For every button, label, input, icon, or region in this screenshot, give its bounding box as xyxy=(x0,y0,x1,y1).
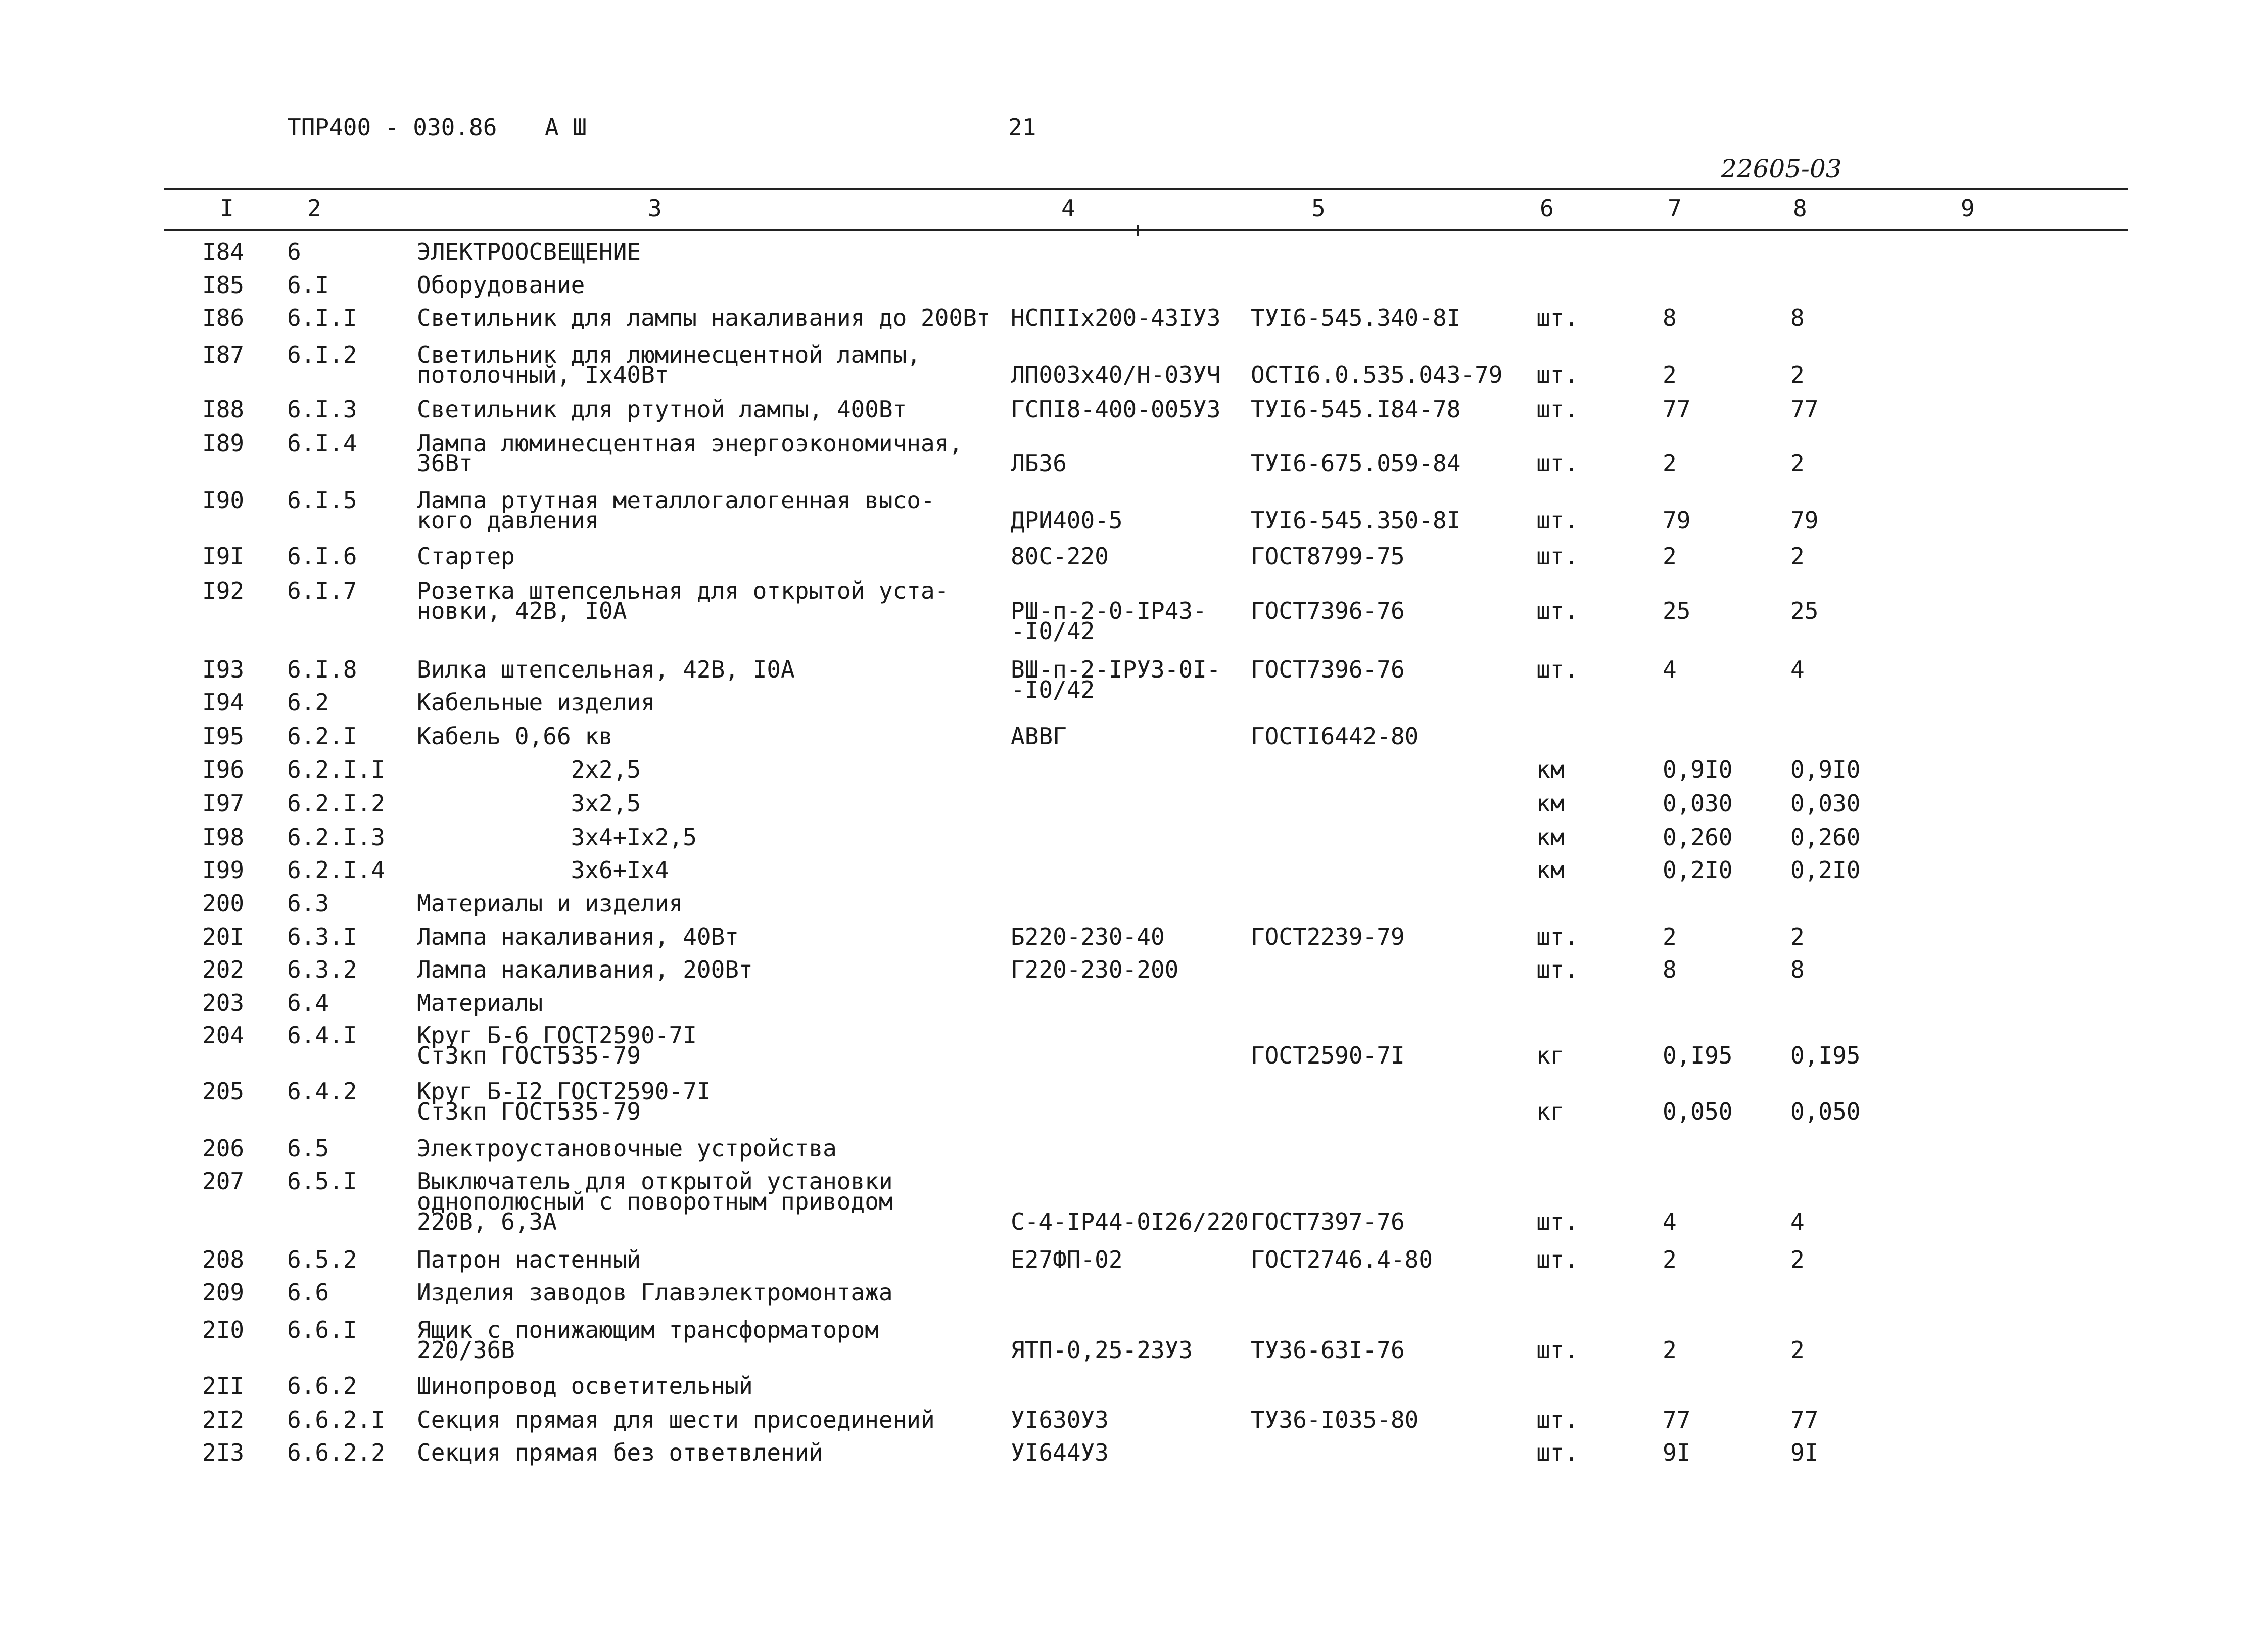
cell-no: I96 xyxy=(202,756,245,783)
cell-name: Изделия заводов Главэлектромонтажа xyxy=(417,1279,893,1306)
cell-name: 2х2,5 xyxy=(417,756,641,783)
column-header-3: 3 xyxy=(648,195,662,222)
cell-type: НСПIIх200-43IУЗ xyxy=(1011,304,1221,331)
cell-q8: 79 xyxy=(1790,507,1819,534)
cell-q8: 0,9I0 xyxy=(1790,756,1861,783)
cell-q8: 2 xyxy=(1790,1246,1805,1273)
cell-q8: 0,050 xyxy=(1790,1098,1861,1125)
column-header-9: 9 xyxy=(1961,195,1975,222)
cell-name: 3х6+Iх4 xyxy=(417,856,669,884)
album-label: А Ш xyxy=(545,114,587,141)
cell-code: 6.6.2.2 xyxy=(287,1439,385,1466)
cell-name: Секция прямая для шести присоединений xyxy=(417,1406,935,1433)
cell-unit: шт. xyxy=(1536,597,1579,624)
column-header-2: 2 xyxy=(307,195,321,222)
page-number: 21 xyxy=(1008,114,1036,141)
cell-unit: шт. xyxy=(1536,956,1579,983)
cell-name: Розетка штепсельная для открытой уста- новки, 42В, I0А xyxy=(417,577,949,624)
cell-type: ДРИ400-5 xyxy=(1011,507,1123,534)
cell-q8: 2 xyxy=(1790,923,1805,950)
cell-name: Оборудование xyxy=(417,271,585,299)
cell-no: I95 xyxy=(202,722,245,750)
cell-doc: ГОСТ2746.4-80 xyxy=(1251,1246,1433,1273)
cell-no: I9I xyxy=(202,543,245,570)
cell-q7: 8 xyxy=(1663,956,1677,983)
cell-q8: 0,I95 xyxy=(1790,1042,1861,1069)
cell-unit: шт. xyxy=(1536,543,1579,570)
cell-q8: 0,260 xyxy=(1790,824,1861,851)
cell-type: Г220-230-200 xyxy=(1011,956,1179,983)
cell-code: 6 xyxy=(287,238,301,265)
cell-q8: 77 xyxy=(1790,1406,1819,1433)
cell-q8: 2 xyxy=(1790,361,1805,389)
cell-type: АВВГ xyxy=(1011,722,1067,750)
cell-code: 6.4.2 xyxy=(287,1078,357,1105)
cell-q7: 0,9I0 xyxy=(1663,756,1733,783)
cell-q8: 8 xyxy=(1790,304,1805,331)
cell-code: 6.I.4 xyxy=(287,429,357,457)
cell-q7: 0,I95 xyxy=(1663,1042,1733,1069)
cell-type: УI630УЗ xyxy=(1011,1406,1109,1433)
cell-doc: ГОСТ2239-79 xyxy=(1251,923,1405,950)
cell-q7: 4 xyxy=(1663,1208,1677,1235)
cell-unit: шт. xyxy=(1536,923,1579,950)
cell-type: ЛБ36 xyxy=(1011,450,1067,477)
cell-no: 208 xyxy=(202,1246,245,1273)
cell-name: Секция прямая без ответвлений xyxy=(417,1439,823,1466)
cell-name: Лампа люминесцентная энергоэкономичная, 36Вт xyxy=(417,429,963,477)
cell-unit: шт. xyxy=(1536,1406,1579,1433)
cell-type: РШ-п-2-0-IР43- -I0/42 xyxy=(1011,597,1207,645)
cell-name: Электроустановочные устройства xyxy=(417,1135,837,1162)
column-header-7: 7 xyxy=(1668,195,1682,222)
cell-no: I88 xyxy=(202,396,245,423)
cell-code: 6.2.I.4 xyxy=(287,856,385,884)
cell-q7: 79 xyxy=(1663,507,1691,534)
cell-unit: шт. xyxy=(1536,361,1579,389)
cell-q7: 77 xyxy=(1663,396,1691,423)
cell-type: С-4-IР44-0I26/220 xyxy=(1011,1208,1249,1235)
cell-name: Стартер xyxy=(417,543,515,570)
cell-q8: 2 xyxy=(1790,450,1805,477)
cell-code: 6.I.7 xyxy=(287,577,357,604)
cell-type: ЯТП-0,25-23УЗ xyxy=(1011,1336,1193,1364)
cell-name: Вилка штепсельная, 42В, I0А xyxy=(417,656,795,683)
cell-unit: кг xyxy=(1536,1098,1565,1125)
cell-no: 20I xyxy=(202,923,245,950)
cell-type: ГСПI8-400-005УЗ xyxy=(1011,396,1221,423)
cell-unit: км xyxy=(1536,856,1565,884)
cell-unit: км xyxy=(1536,756,1565,783)
cell-type: УI644УЗ xyxy=(1011,1439,1109,1466)
cell-code: 6.I xyxy=(287,271,329,299)
cell-q7: 4 xyxy=(1663,656,1677,683)
cell-code: 6.5 xyxy=(287,1135,329,1162)
cell-unit: шт. xyxy=(1536,507,1579,534)
cell-no: I98 xyxy=(202,824,245,851)
cell-no: 205 xyxy=(202,1078,245,1105)
column-header-5: 5 xyxy=(1311,195,1326,222)
cell-no: 202 xyxy=(202,956,245,983)
cell-doc: ГОСТ2590-7I xyxy=(1251,1042,1405,1069)
column-header-I: I xyxy=(220,195,234,222)
cell-no: I86 xyxy=(202,304,245,331)
cell-q8: 25 xyxy=(1790,597,1819,624)
cell-q8: 4 xyxy=(1790,1208,1805,1235)
cell-code: 6.I.I xyxy=(287,304,357,331)
cell-code: 6.6.2.I xyxy=(287,1406,385,1433)
cell-code: 6.3.I xyxy=(287,923,357,950)
cell-no: I97 xyxy=(202,790,245,817)
cell-code: 6.I.8 xyxy=(287,656,357,683)
cell-doc: ГОСТ7397-76 xyxy=(1251,1208,1405,1235)
cell-no: 209 xyxy=(202,1279,245,1306)
cell-name: Лампа накаливания, 200Вт xyxy=(417,956,753,983)
cell-code: 6.5.I xyxy=(287,1168,357,1195)
cell-q7: 25 xyxy=(1663,597,1691,624)
cell-unit: шт. xyxy=(1536,1208,1579,1235)
cell-no: 206 xyxy=(202,1135,245,1162)
cell-doc: ГОСТ7396-76 xyxy=(1251,597,1405,624)
cell-doc: ТУI6-675.059-84 xyxy=(1251,450,1461,477)
cell-doc: ТУI6-545.350-8I xyxy=(1251,507,1461,534)
cell-code: 6.I.6 xyxy=(287,543,357,570)
cell-q7: 0,2I0 xyxy=(1663,856,1733,884)
cell-doc: ГОСТI6442-80 xyxy=(1251,722,1419,750)
cell-type: ЛП003х40/Н-03УЧ xyxy=(1011,361,1221,389)
cell-unit: шт. xyxy=(1536,450,1579,477)
cell-doc: ГОСТ8799-75 xyxy=(1251,543,1405,570)
cell-q8: 2 xyxy=(1790,1336,1805,1364)
cell-name: 3х4+Iх2,5 xyxy=(417,824,697,851)
cell-no: I89 xyxy=(202,429,245,457)
cell-q8: 0,2I0 xyxy=(1790,856,1861,884)
cell-code: 6.4 xyxy=(287,989,329,1017)
cell-doc: ТУI6-545.I84-78 xyxy=(1251,396,1461,423)
cell-doc: ТУ36-I035-80 xyxy=(1251,1406,1419,1433)
cell-name: Лампа ртутная металлогалогенная высо- кого давления xyxy=(417,487,935,534)
cell-name: Круг Б-6 ГОСТ2590-7I Ст3кп ГОСТ535-79 xyxy=(417,1022,697,1069)
cell-code: 6.6 xyxy=(287,1279,329,1306)
cell-unit: шт. xyxy=(1536,1439,1579,1466)
cell-no: 200 xyxy=(202,890,245,917)
cell-no: I94 xyxy=(202,689,245,716)
cell-unit: км xyxy=(1536,824,1565,851)
column-header-8: 8 xyxy=(1793,195,1807,222)
cell-unit: шт. xyxy=(1536,1246,1579,1273)
cell-code: 6.I.5 xyxy=(287,487,357,514)
cell-doc: ТУI6-545.340-8I xyxy=(1251,304,1461,331)
cell-q8: 8 xyxy=(1790,956,1805,983)
cell-code: 6.4.I xyxy=(287,1022,357,1049)
cell-name: Кабельные изделия xyxy=(417,689,655,716)
cell-code: 6.2.I.I xyxy=(287,756,385,783)
table-top-rule xyxy=(164,188,2128,190)
cell-code: 6.2 xyxy=(287,689,329,716)
cell-q7: 2 xyxy=(1663,361,1677,389)
cell-unit: км xyxy=(1536,790,1565,817)
cell-no: 2I0 xyxy=(202,1316,245,1343)
cell-name: Светильник для люминесцентной лампы, потолочный, Iх40Вт xyxy=(417,341,921,389)
cell-code: 6.3.2 xyxy=(287,956,357,983)
cell-no: 204 xyxy=(202,1022,245,1049)
cell-q8: 2 xyxy=(1790,543,1805,570)
cell-name: Материалы и изделия xyxy=(417,890,683,917)
cell-no: I92 xyxy=(202,577,245,604)
cell-name: Круг Б-I2 ГОСТ2590-7I Ст3кп ГОСТ535-79 xyxy=(417,1078,711,1125)
cell-code: 6.5.2 xyxy=(287,1246,357,1273)
cell-q8: 9I xyxy=(1790,1439,1819,1466)
cell-name: 3х2,5 xyxy=(417,790,641,817)
cell-name: Светильник для ртутной лампы, 400Вт xyxy=(417,396,907,423)
cell-no: I85 xyxy=(202,271,245,299)
cell-q7: 0,260 xyxy=(1663,824,1733,851)
cell-no: I99 xyxy=(202,856,245,884)
cell-q8: 77 xyxy=(1790,396,1819,423)
cell-name: Патрон настенный xyxy=(417,1246,641,1273)
cell-name: Ящик с понижающим трансформатором 220/36В xyxy=(417,1316,879,1364)
cell-code: 6.2.I.2 xyxy=(287,790,385,817)
cell-no: I87 xyxy=(202,341,245,368)
cell-code: 6.2.I.3 xyxy=(287,824,385,851)
handwritten-reference: 22605-03 xyxy=(1721,154,1842,183)
cell-code: 6.6.2 xyxy=(287,1372,357,1399)
cell-q7: 2 xyxy=(1663,1336,1677,1364)
cell-code: 6.I.3 xyxy=(287,396,357,423)
table-header-rule xyxy=(164,229,2128,231)
cell-type: Е27ФП-02 xyxy=(1011,1246,1123,1273)
cell-no: 2I2 xyxy=(202,1406,245,1433)
cell-q7: 8 xyxy=(1663,304,1677,331)
cell-q7: 2 xyxy=(1663,1246,1677,1273)
cell-unit: шт. xyxy=(1536,656,1579,683)
cell-name: Лампа накаливания, 40Вт xyxy=(417,923,739,950)
cell-type: 80С-220 xyxy=(1011,543,1109,570)
cell-no: I84 xyxy=(202,238,245,265)
cell-code: 6.3 xyxy=(287,890,329,917)
cell-name: ЭЛЕКТРООСВЕЩЕНИЕ xyxy=(417,238,641,265)
cell-type: ВШ-п-2-IРУЗ-0I- -I0/42 xyxy=(1011,656,1221,703)
cell-code: 6.6.I xyxy=(287,1316,357,1343)
cell-code: 6.I.2 xyxy=(287,341,357,368)
cell-q8: 4 xyxy=(1790,656,1805,683)
header-tick xyxy=(1137,225,1139,236)
column-header-4: 4 xyxy=(1061,195,1075,222)
column-header-6: 6 xyxy=(1540,195,1554,222)
cell-q7: 2 xyxy=(1663,543,1677,570)
cell-name: Шинопровод осветительный xyxy=(417,1372,753,1399)
cell-doc: ГОСТ7396-76 xyxy=(1251,656,1405,683)
cell-no: I90 xyxy=(202,487,245,514)
cell-q7: 0,050 xyxy=(1663,1098,1733,1125)
cell-type: Б220-230-40 xyxy=(1011,923,1165,950)
cell-q8: 0,030 xyxy=(1790,790,1861,817)
cell-no: 2I3 xyxy=(202,1439,245,1466)
cell-q7: 9I xyxy=(1663,1439,1691,1466)
cell-name: Кабель 0,66 кв xyxy=(417,722,613,750)
cell-name: Светильник для лампы накаливания до 200Вт xyxy=(417,304,991,331)
cell-no: 203 xyxy=(202,989,245,1017)
document-code: ТПР400 - 030.86 xyxy=(287,114,497,141)
cell-q7: 0,030 xyxy=(1663,790,1733,817)
cell-code: 6.2.I xyxy=(287,722,357,750)
cell-no: 2II xyxy=(202,1372,245,1399)
cell-no: 207 xyxy=(202,1168,245,1195)
cell-q7: 2 xyxy=(1663,450,1677,477)
cell-name: Материалы xyxy=(417,989,543,1017)
cell-unit: шт. xyxy=(1536,304,1579,331)
cell-doc: ТУ36-63I-76 xyxy=(1251,1336,1405,1364)
cell-q7: 77 xyxy=(1663,1406,1691,1433)
cell-name: Выключатель для открытой установки однополюсный с поворотным приводом 220В, 6,3А xyxy=(417,1168,893,1235)
cell-doc: ОСТI6.0.535.043-79 xyxy=(1251,361,1503,389)
cell-no: I93 xyxy=(202,656,245,683)
cell-q7: 2 xyxy=(1663,923,1677,950)
cell-unit: шт. xyxy=(1536,1336,1579,1364)
cell-unit: кг xyxy=(1536,1042,1565,1069)
cell-unit: шт. xyxy=(1536,396,1579,423)
